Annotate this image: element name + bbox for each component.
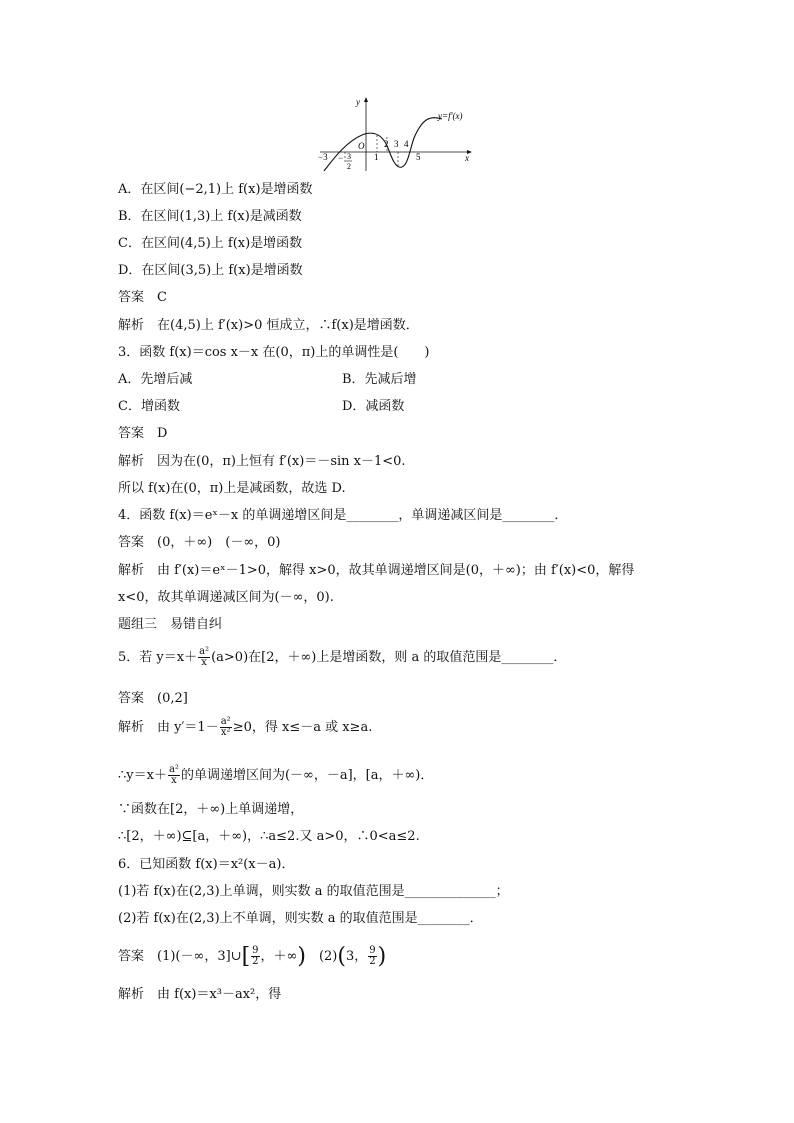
q6-frac1	[251, 946, 259, 967]
q6-ans-b: ，＋∞	[260, 949, 298, 964]
graph-svg	[318, 93, 478, 173]
tick-frac-sign: −	[338, 153, 344, 163]
q5-an2-den: x	[171, 775, 177, 786]
tick-frac-num: 3	[347, 152, 351, 161]
q4-answer: 答案 (0，＋∞) (－∞，0)	[118, 535, 281, 550]
q6-right-paren-2: )	[377, 943, 387, 969]
q2-option-a: A．在区间(−2,1)上 f(x)是增函数	[118, 182, 313, 197]
q3-option-d: D．减函数	[342, 399, 405, 414]
q5-an2-a: ∴y＝x＋	[118, 768, 167, 783]
q6-frac2-den: 2	[369, 956, 376, 967]
q3-conclusion: 所以 f(x)在(0，π)上是减函数，故选 D.	[118, 481, 346, 496]
q6-stem: 6．已知函数 f(x)＝x²(x－a)．	[118, 857, 295, 872]
q6-part2: (2)若 f(x)在(2,3)上不单调，则实数 a 的取值范围是________．	[118, 911, 483, 926]
x-axis-label: x	[465, 153, 469, 163]
q6-frac1-den: 2	[252, 956, 259, 967]
q4-stem: 4．函数 f(x)＝eˣ－x 的单调递增区间是________，单调递减区间是________．	[118, 508, 568, 523]
q6-answer	[118, 944, 386, 970]
q5-stem	[118, 646, 566, 670]
q5-analysis-line2	[118, 764, 433, 788]
q6-ans-a: 答案 (1)(－∞，3]∪	[118, 949, 242, 964]
q5-analysis-line4: ∴[2，＋∞)⊆[a，＋∞)，∴a≤2.又 a>0，∴0<a≤2.	[118, 829, 420, 844]
tick-neg-3: −3	[318, 152, 328, 162]
tick-5: 5	[416, 152, 421, 162]
q6-part1: (1)若 f(x)在(2,3)上单调，则实数 a 的取值范围是______________；	[118, 884, 509, 899]
q6-ans-d: 3，	[345, 949, 368, 964]
q3-option-c: C．增函数	[118, 399, 180, 414]
tick-4: 4	[404, 139, 409, 149]
q5-an1-den: x²	[220, 727, 231, 738]
y-axis-label: y	[356, 97, 360, 107]
q2-analysis: 解析 在(4,5)上 f′(x)>0 恒成立，∴f(x)是增函数．	[118, 318, 419, 333]
q6-left-paren: (	[337, 943, 346, 969]
q6-frac2	[368, 946, 376, 967]
q6-analysis: 解析 由 f(x)＝x³－ax²，得	[118, 987, 282, 1002]
q2-option-b: B．在区间(1,3)上 f(x)是减函数	[118, 209, 302, 224]
q5-an2-frac	[168, 765, 180, 786]
q5-analysis-line3: ∵函数在[2，＋∞)上单调递增，	[118, 802, 304, 817]
curve-label: y=f′(x)	[438, 111, 463, 121]
y-axis-arrow	[364, 97, 368, 102]
q5-answer: 答案 (0,2]	[118, 691, 188, 706]
q5-stem-b: (a>0)在[2，＋∞)上是增函数，则 a 的取值范围是________．	[211, 650, 567, 665]
q3-answer: 答案 D	[118, 426, 168, 441]
q2-option-d: D．在区间(3,5)上 f(x)是增函数	[118, 263, 303, 278]
section-title: 题组三 易错自纠	[118, 617, 223, 632]
q3-option-a: A．先增后减	[118, 372, 193, 387]
q5-frac	[198, 647, 210, 668]
q6-frac1-num: 9	[252, 945, 259, 956]
tick-3: 3	[394, 139, 399, 149]
q5-an1-num: a²	[220, 716, 231, 727]
q3-stem: 3．函数 f(x)＝cos x－x 在(0，π)上的单调性是( )	[118, 345, 430, 360]
q5-stem-a: 5．若 y＝x＋	[118, 650, 198, 665]
q2-answer: 答案 C	[118, 290, 167, 305]
q5-an2-b: 的单调递增区间为(－∞，－a]，[a，＋∞)．	[180, 768, 434, 783]
q5-an1-frac	[220, 717, 232, 738]
tick-1: 1	[374, 152, 379, 162]
q4-analysis-line2: x<0，故其单调递减区间为(－∞，0).	[118, 590, 334, 605]
derivative-graph	[318, 93, 478, 173]
q5-an2-num: a²	[168, 764, 179, 775]
q5-an1-b: ≥0，得 x≤－a 或 x≥a.	[232, 720, 373, 735]
origin-label: O	[358, 141, 365, 151]
q6-frac2-num: 9	[369, 945, 376, 956]
q3-analysis: 解析 因为在(0，π)上恒有 f′(x)＝－sin x－1<0.	[118, 454, 406, 469]
q5-an1-a: 解析 由 y′＝1－	[118, 720, 219, 735]
q5-frac-den: x	[201, 657, 207, 668]
q4-analysis-line1: 解析 由 f′(x)＝eˣ－1>0，解得 x>0，故其单调递增区间是(0，＋∞)；由 f′(x)<0，解得	[118, 563, 635, 578]
q6-left-bracket: [	[241, 943, 251, 969]
q3-option-b: B．先减后增	[342, 372, 417, 387]
tick-2: 2	[384, 139, 389, 149]
q6-ans-c: (2)	[305, 949, 338, 964]
tick-frac-den: 2	[347, 162, 351, 171]
q5-analysis-line1	[118, 716, 372, 740]
q2-option-c: C．在区间(4,5)上 f(x)是增函数	[118, 236, 303, 251]
q5-frac-num: a²	[199, 646, 210, 657]
q6-right-paren: )	[297, 943, 306, 969]
